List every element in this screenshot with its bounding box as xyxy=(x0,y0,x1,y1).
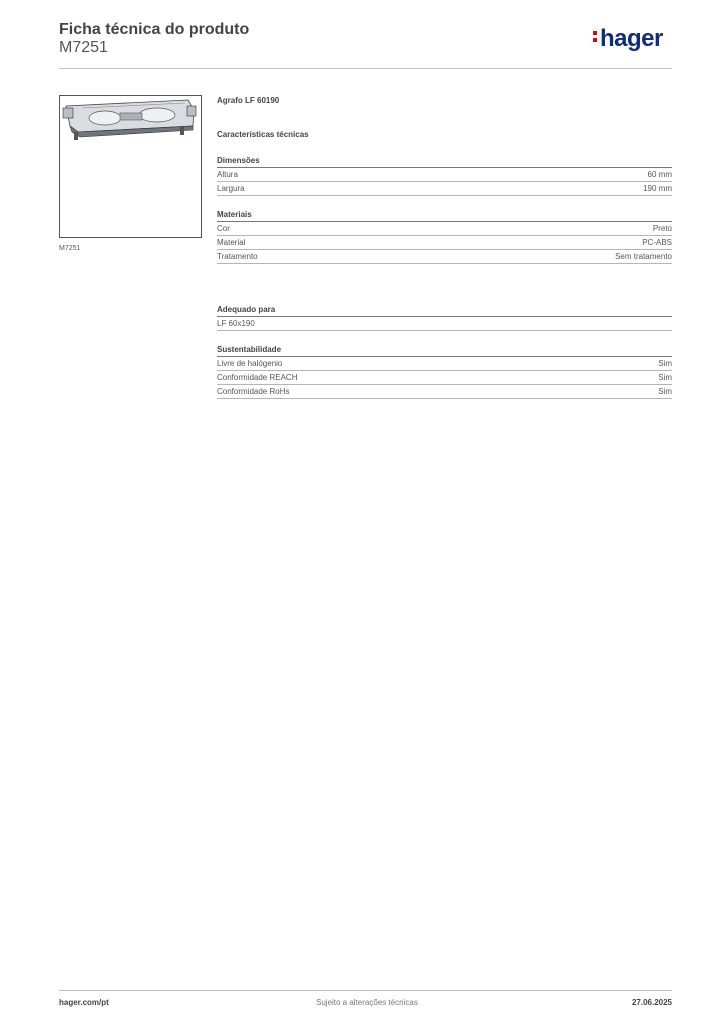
clip-product-icon xyxy=(60,96,201,237)
technical-characteristics-heading: Características técnicas xyxy=(217,130,309,139)
materials-section xyxy=(217,209,672,264)
table-row xyxy=(217,357,672,371)
row-value: Sim xyxy=(658,373,672,382)
image-caption: M7251 xyxy=(59,245,81,252)
sustainability-section xyxy=(217,344,672,399)
dimensions-section xyxy=(217,155,672,196)
logo-dots-icon xyxy=(593,31,598,45)
table-row xyxy=(217,168,672,182)
row-label: Tratamento xyxy=(217,252,258,261)
row-label: Conformidade REACH xyxy=(217,373,298,382)
product-name: Agrafo LF 60190 xyxy=(217,96,280,105)
table-row xyxy=(217,182,672,196)
row-value: Preto xyxy=(652,224,672,233)
logo-text: hager xyxy=(600,25,663,52)
product-code: M7251 xyxy=(59,39,108,56)
row-value: Sem tratamento xyxy=(615,252,672,261)
hager-logo xyxy=(593,25,663,53)
row-label: Material xyxy=(217,238,246,247)
row-value: 190 mm xyxy=(643,184,672,193)
row-value: PC-ABS xyxy=(642,238,672,247)
product-image xyxy=(59,95,202,238)
footer-note: Sujeito a alterações técnicas xyxy=(316,998,418,1007)
table-row xyxy=(217,222,672,236)
table-row xyxy=(217,317,672,331)
section-heading: Dimensões xyxy=(217,155,672,168)
table-row xyxy=(217,236,672,250)
footer-url: hager.com/pt xyxy=(59,998,109,1007)
row-value: Sim xyxy=(658,359,672,368)
table-row xyxy=(217,385,672,399)
row-label: Cor xyxy=(217,224,230,233)
row-label: LF 60x190 xyxy=(217,319,255,328)
row-label: Livre de halógenio xyxy=(217,359,283,368)
table-row xyxy=(217,250,672,264)
page-title: Ficha técnica do produto xyxy=(59,21,250,38)
section-heading: Adequado para xyxy=(217,304,672,317)
suitable-for-section xyxy=(217,304,672,331)
footer-divider xyxy=(59,990,672,991)
table-row xyxy=(217,371,672,385)
footer-date: 27.06.2025 xyxy=(631,998,672,1007)
row-label: Largura xyxy=(217,184,245,193)
header-divider xyxy=(59,68,672,69)
row-value: Sim xyxy=(658,387,672,396)
section-heading: Materiais xyxy=(217,209,672,222)
row-label: Altura xyxy=(217,170,238,179)
row-value: 60 mm xyxy=(647,170,672,179)
section-heading: Sustentabilidade xyxy=(217,344,672,357)
row-label: Conformidade RoHs xyxy=(217,387,290,396)
